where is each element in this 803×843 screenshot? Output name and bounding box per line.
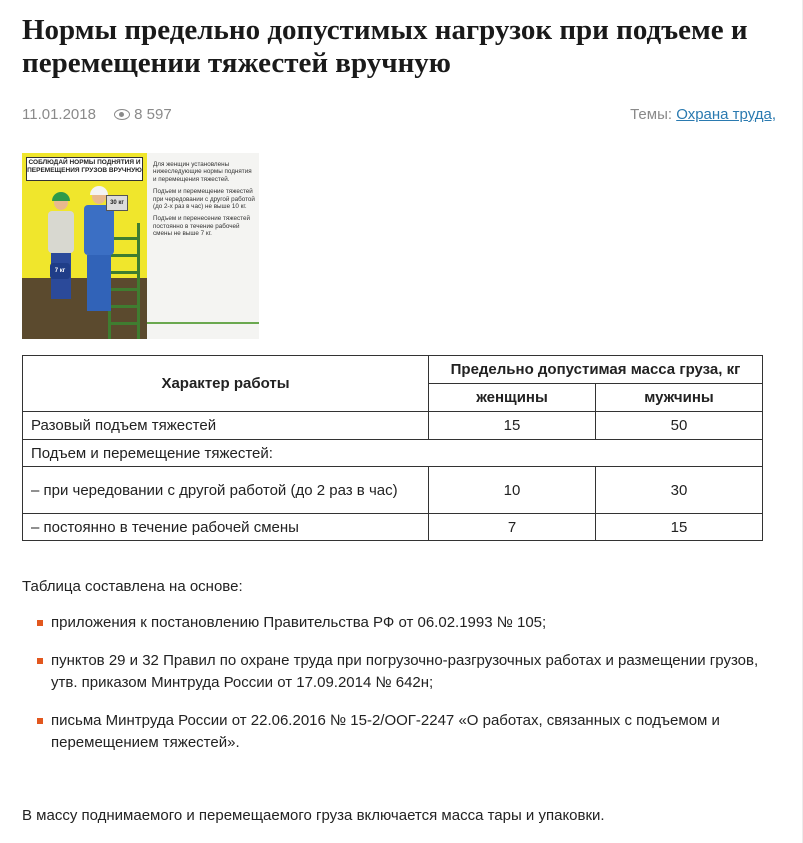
table-row <box>23 514 763 541</box>
row-men-value: 50 <box>596 412 763 440</box>
weight-box-label: 30 кг <box>106 195 128 211</box>
topics-label: Темы: <box>630 106 673 123</box>
table-header-row <box>23 356 763 384</box>
table-row <box>23 440 763 467</box>
header-max-mass: Предельно допустимая масса груза, кг <box>429 356 763 384</box>
list-item <box>22 612 772 634</box>
sources-intro: Таблица составлена на основе: <box>22 578 243 595</box>
header-work-type: Характер работы <box>23 356 429 412</box>
poster-divider <box>147 322 259 324</box>
safety-poster-image <box>22 153 259 339</box>
bullet-icon <box>37 718 43 724</box>
poster-text-2: Подъем и перемещение тяжестей при чередовании с другой работой (до 2-х раз в час) не выше 10 кг. <box>153 188 255 211</box>
row-label: – постоянно в течение рабочей смены <box>23 514 429 541</box>
row-label: Подъем и перемещение тяжестей: <box>23 440 763 467</box>
weight-sack-label: 7 кг <box>50 263 70 279</box>
bullet-icon <box>37 620 43 626</box>
article-meta <box>22 106 172 123</box>
bullet-icon <box>37 658 43 664</box>
header-men: мужчины <box>596 384 763 412</box>
row-men-value: 30 <box>596 467 763 514</box>
views-count-wrap <box>114 106 172 123</box>
source-text: письма Минтруда России от 22.06.2016 № 15-2/ООГ-2247 «О работах, связанных с подъемом и перемещением тяжестей». <box>51 712 720 751</box>
page-title: Нормы предельно допустимых нагрузок при подъеме и перемещении тяжестей вручную <box>22 14 748 79</box>
list-item <box>22 710 772 754</box>
worker-woman-illustration <box>46 195 74 305</box>
load-norms-table <box>22 355 763 541</box>
poster-text-3: Подъем и перенесение тяжестей постоянно в течение рабочей смены не выше 7 кг. <box>153 215 250 238</box>
row-women-value: 7 <box>429 514 596 541</box>
tare-note: В массу поднимаемого и перемещаемого груза включается масса тары и упаковки. <box>22 807 605 824</box>
row-men-value: 15 <box>596 514 763 541</box>
poster-banner: СОБЛЮДАЙ НОРМЫ ПОДНЯТИЯ И ПЕРЕМЕЩЕНИЯ ГРУЗОВ ВРУЧНУЮ <box>26 157 143 181</box>
table-row <box>23 467 763 514</box>
poster-text <box>153 161 255 243</box>
row-women-value: 15 <box>429 412 596 440</box>
topic-link-labor-protection[interactable]: Охрана труда, <box>676 106 776 123</box>
publish-date: 11.01.2018 <box>22 106 96 123</box>
eye-icon <box>114 109 130 120</box>
source-text: приложения к постановлению Правительства РФ от 06.02.1993 № 105; <box>51 614 547 631</box>
row-label: – при чередовании с другой работой (до 2 раз в час) <box>23 467 429 514</box>
list-item <box>22 650 772 694</box>
row-label: Разовый подъем тяжестей <box>23 412 429 440</box>
views-count: 8 597 <box>134 106 172 123</box>
poster-text-1: Для женщин установлены нижеследующие нормы поднятия и перемещения тяжестей. <box>153 161 252 183</box>
header-women: женщины <box>429 384 596 412</box>
source-text: пунктов 29 и 32 Правил по охране труда при погрузочно-разгрузочных работах и размещении грузов, утв. приказом Минтруда России от 17.09.2014 № 642н; <box>51 652 759 691</box>
sources-list <box>22 612 772 770</box>
row-women-value: 10 <box>429 467 596 514</box>
topics <box>630 106 776 123</box>
table-row <box>23 412 763 440</box>
